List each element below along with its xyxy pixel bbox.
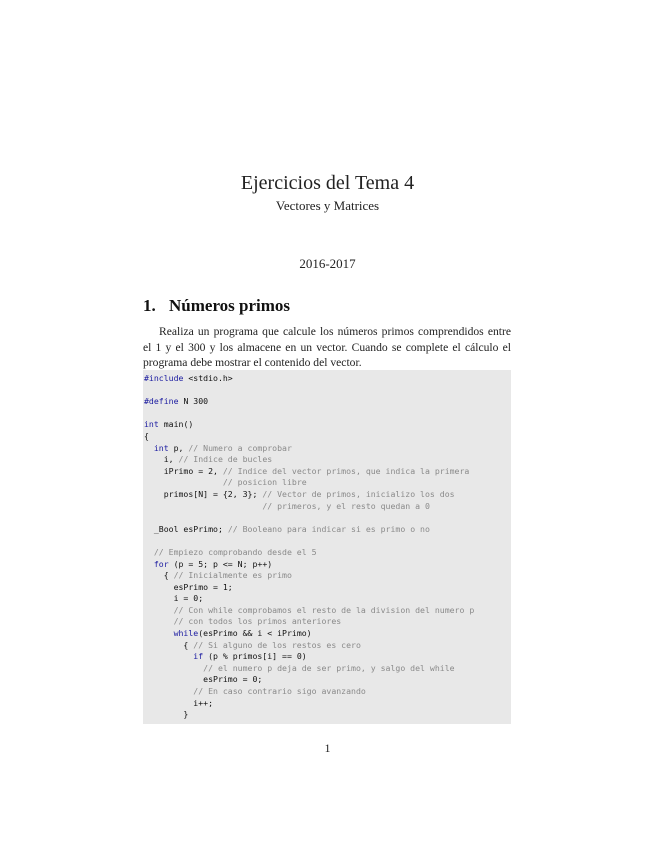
code-text: (esPrimo && i < iPrimo) bbox=[198, 628, 312, 639]
page-number: 1 bbox=[324, 741, 331, 755]
code-text: i = 0; bbox=[144, 593, 204, 604]
code-comment: // Numero a comprobar bbox=[188, 442, 292, 453]
document-subtitle: Vectores y Matrices bbox=[275, 198, 380, 213]
code-text: esPrimo = 1; bbox=[144, 581, 233, 592]
code-comment: // primeros, y el resto quedan a 0 bbox=[262, 500, 430, 511]
code-text: primos[N] = {2, 3}; bbox=[144, 488, 263, 499]
exercise-paragraph bbox=[143, 324, 511, 371]
code-line bbox=[144, 559, 511, 571]
code-comment: // Booleano para indicar si es primo o no bbox=[227, 523, 430, 534]
code-text: (p = 5; p <= N; p++) bbox=[168, 558, 273, 569]
code-keyword: #define bbox=[144, 396, 179, 407]
code-text bbox=[144, 477, 223, 487]
code-comment: // posicion libre bbox=[222, 477, 307, 488]
document-date: 2016-2017 bbox=[299, 256, 356, 271]
code-keyword: int bbox=[153, 442, 169, 453]
code-keyword: for bbox=[153, 558, 169, 569]
code-line bbox=[144, 605, 511, 617]
code-line bbox=[144, 674, 511, 686]
code-comment: // En caso contrario sigo avanzando bbox=[193, 686, 366, 697]
code-comment: // con todos los primos anteriores bbox=[173, 616, 342, 627]
code-text bbox=[144, 547, 154, 557]
code-line bbox=[144, 396, 511, 408]
code-line bbox=[144, 408, 511, 420]
code-text: iPrimo = 2, bbox=[144, 465, 223, 476]
code-keyword: if bbox=[193, 651, 204, 662]
code-comment: // el numero p deja de ser primo, y salgo del while bbox=[203, 662, 455, 673]
code-keyword: #include bbox=[144, 373, 184, 383]
code-line bbox=[144, 385, 511, 397]
code-line bbox=[144, 431, 511, 443]
code-line bbox=[144, 570, 511, 582]
code-line bbox=[144, 535, 511, 547]
code-text: } bbox=[144, 709, 189, 720]
code-keyword: while bbox=[173, 628, 199, 639]
code-text: i++; bbox=[144, 697, 214, 708]
code-text: N 300 bbox=[178, 396, 209, 407]
code-text bbox=[144, 686, 193, 696]
code-line bbox=[144, 477, 511, 489]
code-block bbox=[143, 370, 511, 721]
code-text bbox=[144, 605, 174, 615]
section-title: Números primos bbox=[169, 296, 291, 315]
code-comment: // Inicialmente es primo bbox=[173, 570, 292, 581]
code-comment: // Vector de primos, inicializo los dos bbox=[262, 488, 455, 499]
code-text bbox=[144, 616, 174, 626]
code-text: esPrimo = 0; bbox=[144, 674, 263, 685]
code-line bbox=[144, 593, 511, 605]
code-listing bbox=[143, 370, 511, 724]
code-line bbox=[144, 524, 511, 536]
code-line bbox=[144, 501, 511, 513]
code-text bbox=[144, 651, 193, 661]
code-keyword: int bbox=[144, 419, 159, 430]
code-text: main() bbox=[158, 419, 194, 430]
code-line bbox=[144, 419, 511, 431]
code-line bbox=[144, 709, 511, 721]
code-line bbox=[144, 373, 511, 385]
code-line bbox=[144, 489, 511, 501]
code-text bbox=[144, 628, 174, 638]
code-line bbox=[144, 686, 511, 698]
code-line bbox=[144, 466, 511, 478]
code-text: _Bool esPrimo; bbox=[144, 523, 228, 534]
code-line bbox=[144, 547, 511, 559]
code-line bbox=[144, 698, 511, 710]
code-comment: // Indice del vector primos, que indica la primera bbox=[222, 465, 470, 476]
section-heading bbox=[143, 296, 290, 316]
code-text: { bbox=[144, 570, 174, 581]
code-text: (p % primos[i] == 0) bbox=[203, 651, 307, 662]
section-number: 1. bbox=[143, 296, 156, 315]
code-text bbox=[144, 501, 262, 511]
code-text: { bbox=[144, 639, 194, 650]
code-comment: // Indice de bucles bbox=[178, 454, 273, 465]
code-line bbox=[144, 454, 511, 466]
code-line bbox=[144, 663, 511, 675]
code-text bbox=[144, 663, 203, 673]
code-line bbox=[144, 628, 511, 640]
code-comment: // Empiezo comprobando desde el 5 bbox=[153, 546, 317, 557]
code-line bbox=[144, 443, 511, 455]
code-line bbox=[144, 640, 511, 652]
code-text: <stdio.h> bbox=[183, 373, 233, 383]
code-line bbox=[144, 582, 511, 594]
code-text: i, bbox=[144, 454, 179, 465]
code-comment: // Si alguno de los restos es cero bbox=[193, 639, 361, 650]
code-text bbox=[144, 559, 154, 569]
code-comment: // Con while comprobamos el resto de la division del numero p bbox=[173, 604, 475, 615]
document-title: Ejercicios del Tema 4 bbox=[240, 172, 415, 194]
exercise-text: Realiza un programa que calcule los números primos comprendidos entre el 1 y el 300 y los almacene en un vector. Cuando se complete el cálculo el programa debe mostrar el contenido del vector. bbox=[143, 325, 511, 369]
code-line bbox=[144, 651, 511, 663]
code-text: p, bbox=[168, 442, 189, 453]
code-line bbox=[144, 512, 511, 524]
code-text: { bbox=[144, 430, 149, 441]
code-text bbox=[144, 443, 154, 453]
code-line bbox=[144, 616, 511, 628]
